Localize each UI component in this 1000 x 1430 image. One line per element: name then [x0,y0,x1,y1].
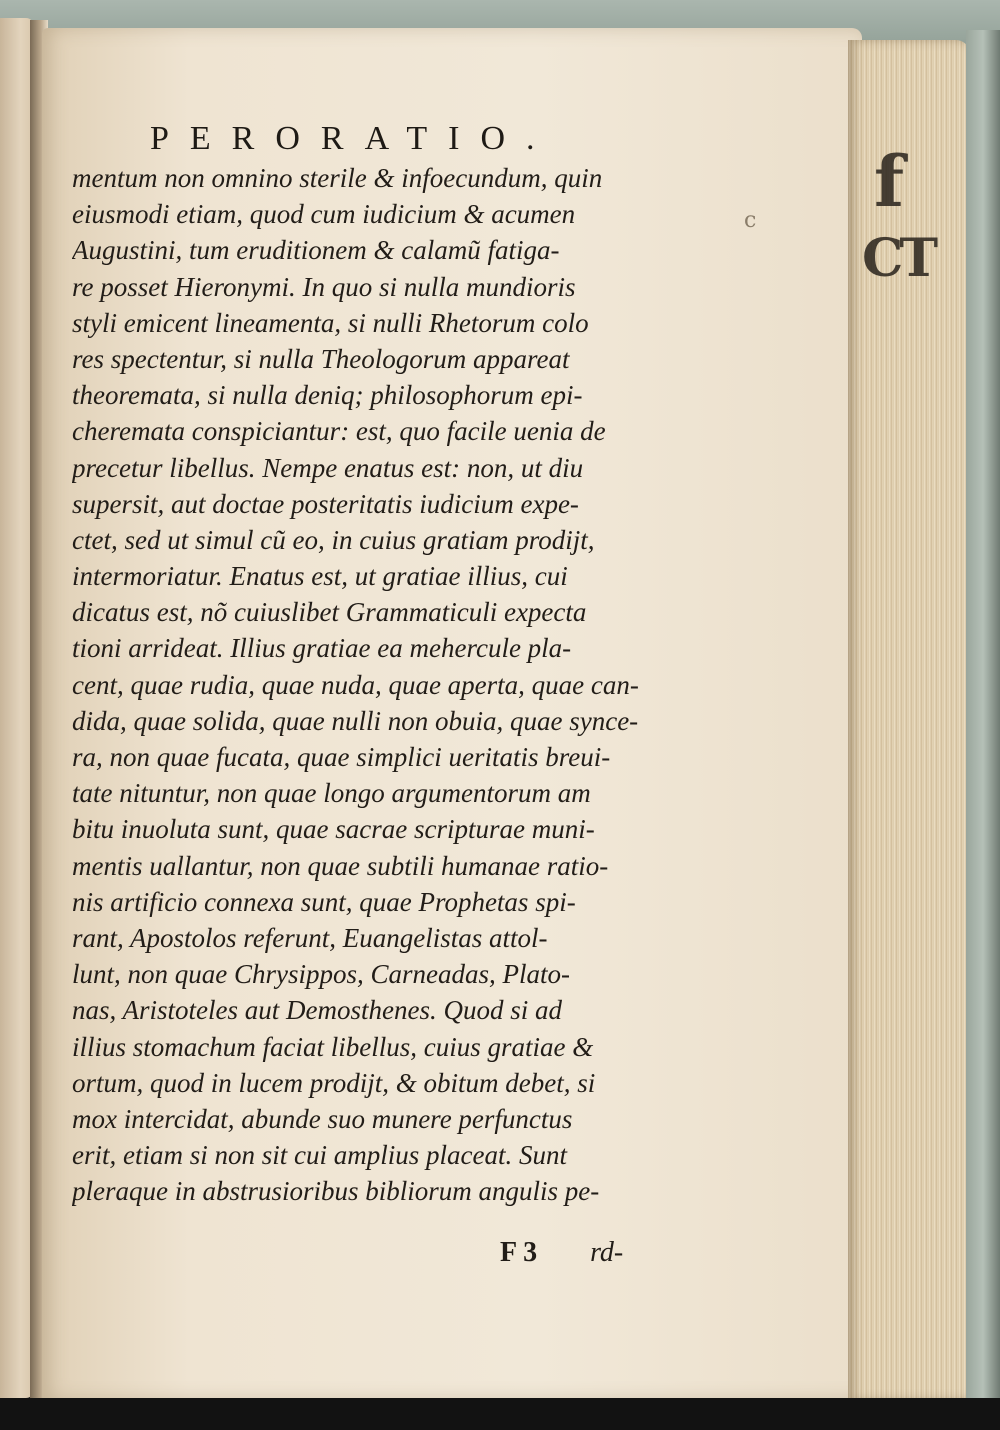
body-text [72,160,682,1209]
text-line: cent, quae rudia, quae nuda, quae aperta, quae can- [72,669,639,700]
text-line: nis artificio connexa sunt, quae Prophetas spi- [72,886,576,917]
text-line: supersit, aut doctae posteritatis iudicium expe- [72,488,579,519]
text-line: pleraque in abstrusioribus bibliorum angulis pe- [72,1176,600,1207]
text-line: mentum non omnino sterile & infoecundum, quin [72,163,603,193]
signature-line [500,1237,690,1269]
text-line: ortum, quod in lucem prodijt, & obitum debet, si [72,1067,596,1098]
text-line: tioni arrideat. Illius gratiae ea mehercule pla- [72,633,572,664]
text-line: precetur libellus. Nempe enatus est: non, ut diu [72,452,584,483]
text-line: tate nituntur, non quae longo argumentorum am [72,778,591,809]
background-shadow [0,1398,1000,1430]
text-line: Augustini, tum eruditionem & calamũ fatiga- [72,235,560,266]
text-line: mox intercidat, abunde suo munere perfunctus [72,1103,573,1134]
facing-page-edge [0,18,34,1398]
margin-mark: c [744,208,757,233]
text-line: cheremata conspiciantur: est, quo facile uenia de [72,416,606,447]
text-line: lunt, non quae Chrysippos, Carneadas, Plato- [72,959,570,990]
signature-mark: F 3 [500,1237,538,1268]
text-line: nas, Aristoteles aut Demosthenes. Quod si ad [72,995,562,1026]
fore-edge-mark: f [874,140,907,223]
text-line: re posset Hieronymi. In quo si nulla mundioris [72,271,576,302]
running-head: PERORATIO. [150,120,556,157]
text-line: theoremata, si nulla deniq; philosophorum epi- [72,380,583,411]
text-line: mentis uallantur, non quae subtili humanae ratio- [72,850,609,881]
text-line: dicatus est, nõ cuiuslibet Grammaticuli expecta [72,597,587,628]
text-line: ctet, sed ut simul cũ eo, in cuius gratiam prodijt, [72,524,595,555]
text-line: rant, Apostolos referunt, Euangelistas attol- [72,922,548,953]
text-line: erit, etiam si non sit cui amplius placeat. Sunt [72,1140,567,1171]
fore-edge-mark: CT [862,228,935,289]
text-line: intermoriatur. Enatus est, ut gratiae illius, cui [72,561,568,592]
text-line: ra, non quae fucata, quae simplici ueritatis breui- [72,742,611,772]
text-line: eiusmodi etiam, quod cum iudicium & acumen [72,199,576,230]
text-line: dida, quae solida, quae nulli non obuia, quae synce- [72,705,639,736]
text-line: res spectentur, si nulla Theologorum appareat [72,343,570,374]
catchword: rd- [590,1237,624,1268]
text-line: illius stomachum faciat libellus, cuius gratiae & [72,1031,594,1062]
text-line: styli emicent lineamenta, si nulli Rhetorum colo [72,307,589,338]
book-binding [966,30,1000,1410]
text-line: bitu inuoluta sunt, quae sacrae scripturae muni- [72,814,595,845]
